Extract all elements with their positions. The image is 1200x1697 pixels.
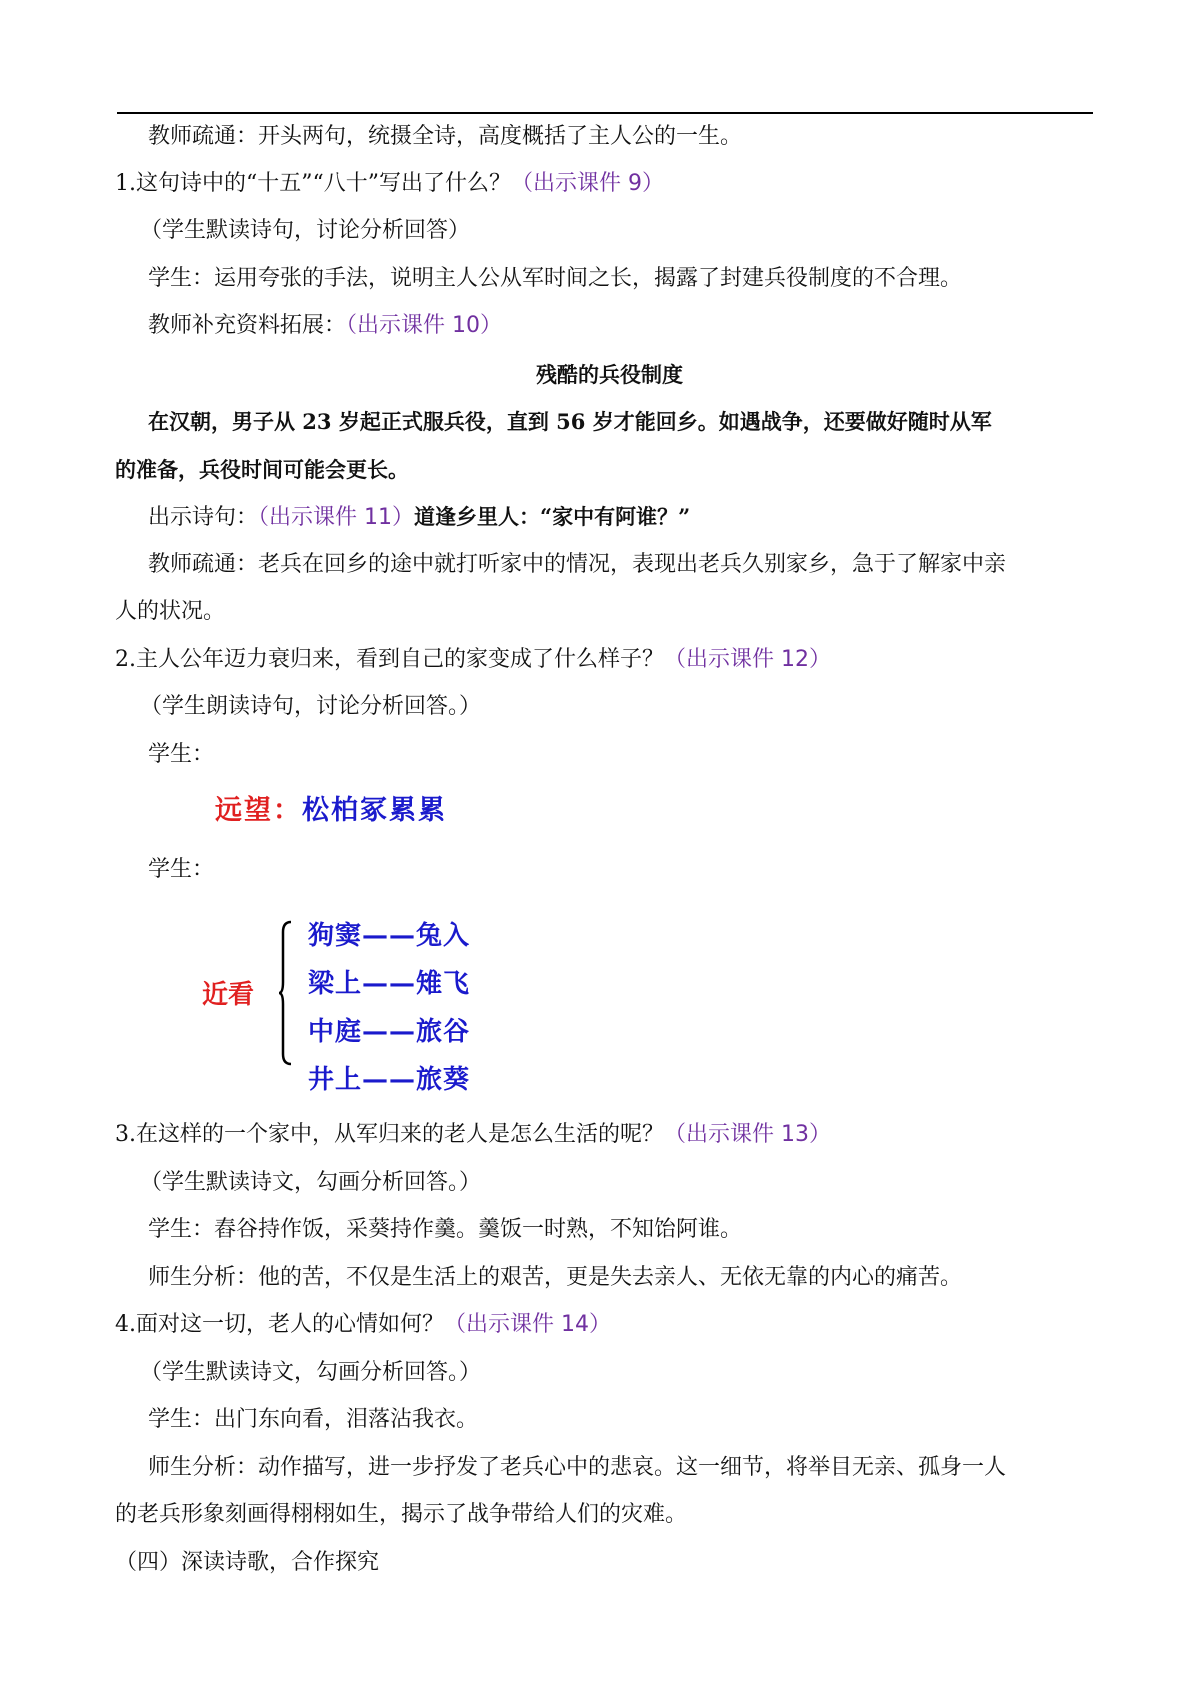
question-1: 1.这句诗中的“十五”“八十”写出了什么？（出示课件 9） bbox=[115, 171, 664, 196]
far-view bbox=[215, 796, 447, 826]
header-rule bbox=[117, 112, 1093, 114]
material-text: 的准备，兵役时间可能会更长。 bbox=[115, 457, 409, 482]
material-text: 在汉朝，男子从 23 岁起正式服兵役，直到 56 岁才能回乡。如遇战争，还要做好随时从军 bbox=[148, 409, 992, 434]
question-4: 4.面对这一切，老人的心情如何？（出示课件 14） bbox=[115, 1312, 611, 1337]
paragraph: 教师疏通：开头两句，统摄全诗，高度概括了主人公的一生。 bbox=[148, 124, 743, 149]
paragraph: 师生分析：动作描写，进一步抒发了老兵心中的悲哀。这一细节，将举目无亲、孤身一人 bbox=[148, 1455, 1007, 1480]
paragraph: 学生： bbox=[148, 857, 215, 882]
paragraph: 学生：舂谷持作饭，采葵持作羹。羹饭一时熟，不知饴阿谁。 bbox=[148, 1217, 743, 1242]
paragraph: 学生： bbox=[148, 742, 215, 767]
paragraph: （学生朗读诗句，讨论分析回答。） bbox=[140, 694, 482, 719]
paragraph: 的老兵形象刻画得栩栩如生，揭示了战争带给人们的灾难。 bbox=[115, 1502, 688, 1527]
near-view-label: 近看 bbox=[202, 980, 255, 1010]
material-title: 残酷的兵役制度 bbox=[536, 362, 683, 387]
near-view-pair: 中庭——旅谷 bbox=[308, 1017, 471, 1047]
far-view-text: 松柏冢累累 bbox=[302, 795, 447, 826]
question-2: 2.主人公年迈力衰归来，看到自己的家变成了什么样子？（出示课件 12） bbox=[115, 647, 831, 672]
courseware-ref: （出示课件 10） bbox=[346, 313, 503, 338]
near-view-pair: 梁上——雉飞 bbox=[308, 969, 471, 999]
paragraph: 学生：出门东向看，泪落沾我衣。 bbox=[148, 1407, 479, 1432]
courseware-ref: （出示课件 12） bbox=[664, 647, 831, 672]
question-3: 3.在这样的一个家中，从军归来的老人是怎么生活的呢？（出示课件 13） bbox=[115, 1122, 831, 1147]
courseware-ref: （出示课件 14） bbox=[444, 1312, 611, 1337]
far-view-label: 远望： bbox=[215, 795, 302, 826]
paragraph: （学生默读诗文，勾画分析回答。） bbox=[140, 1360, 482, 1385]
near-view-pair: 狗窦——兔入 bbox=[308, 921, 471, 951]
paragraph: 学生：运用夸张的手法，说明主人公从军时间之长，揭露了封建兵役制度的不合理。 bbox=[148, 266, 963, 291]
courseware-ref: （出示课件 11） bbox=[258, 505, 415, 530]
paragraph: （学生默读诗句，讨论分析回答） bbox=[140, 218, 471, 243]
section-heading: （四）深读诗歌，合作探究 bbox=[115, 1550, 380, 1575]
courseware-ref: （出示课件 13） bbox=[664, 1122, 831, 1147]
paragraph: 教师补充资料拓展：（出示课件 10） bbox=[148, 313, 503, 338]
courseware-ref: （出示课件 9） bbox=[510, 171, 664, 196]
near-view-pair: 井上——旅葵 bbox=[308, 1065, 471, 1095]
paragraph: 人的状况。 bbox=[115, 599, 226, 624]
paragraph: 师生分析：他的苦，不仅是生活上的艰苦，更是失去亲人、无依无靠的内心的痛苦。 bbox=[148, 1265, 963, 1290]
paragraph: 出示诗句：（出示课件 11）道逢乡里人：“家中有阿谁？” bbox=[148, 504, 691, 530]
paragraph: 教师疏通：老兵在回乡的途中就打听家中的情况，表现出老兵久别家乡，急于了解家中亲 bbox=[148, 552, 1007, 577]
paragraph: （学生默读诗文，勾画分析回答。） bbox=[140, 1170, 482, 1195]
brace-icon bbox=[278, 920, 292, 1066]
